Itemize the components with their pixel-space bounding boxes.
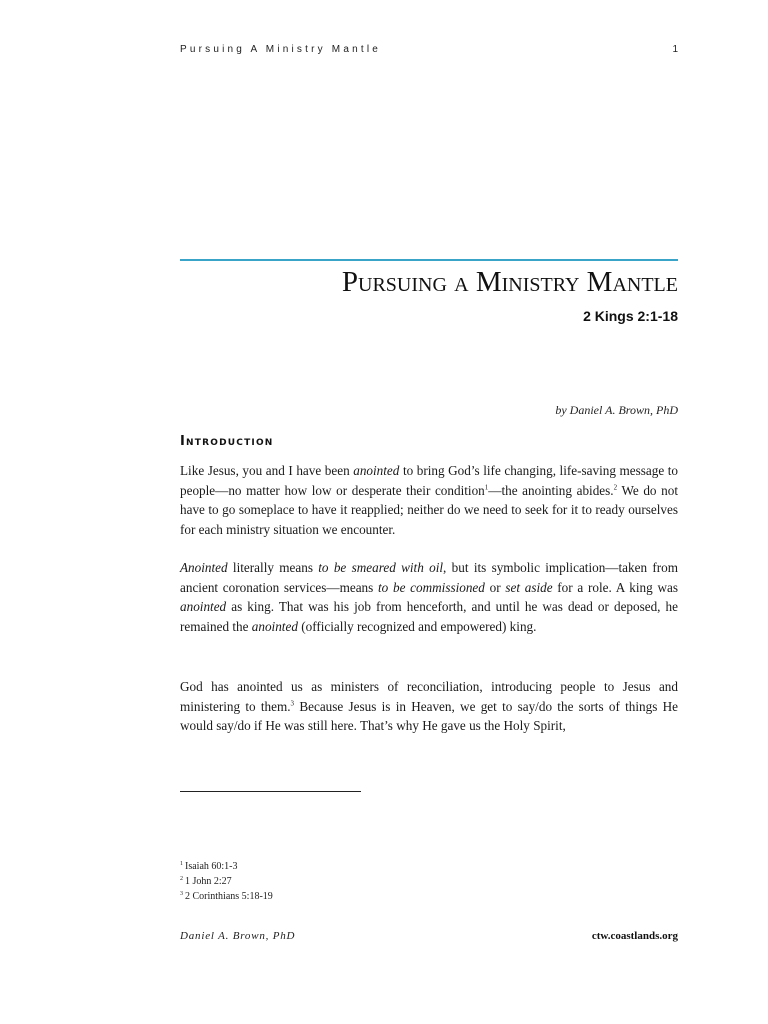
paragraph-1: [180, 461, 678, 539]
title-rule: [180, 259, 678, 261]
footnote-ref-1: 1: [484, 483, 489, 492]
footnotes: [180, 859, 273, 904]
footnote-item: [180, 874, 273, 889]
text-run: literally means: [227, 560, 319, 575]
footnote-number: 2: [180, 875, 183, 882]
text-run: or: [484, 579, 506, 595]
text-run: to bring God’s life changing, life-saving message to people—no matter how low or desperate their condition: [180, 463, 679, 498]
footnote-text: 2 Corinthians 5:18-19: [185, 891, 273, 902]
author-byline: by Daniel A. Brown, PhD: [555, 403, 678, 417]
paragraph-2: [180, 558, 678, 636]
text-run: (officially recognized and empowered) king.: [297, 618, 537, 634]
footnote-separator: [180, 791, 361, 792]
footnote-text: 1 John 2:27: [185, 876, 232, 887]
running-header: [180, 44, 678, 60]
document-subtitle: 2 Kings 2:1-18: [583, 308, 678, 324]
section-heading: Introduction: [180, 434, 274, 449]
footnote-ref-2: 2: [613, 483, 618, 492]
emphasis-set-aside: set aside: [505, 579, 553, 595]
text-run: as king. That was his job from henceforth, and until he was dead or deposed, he remained the: [180, 599, 678, 634]
text-run: Like Jesus, you and I have been: [180, 463, 354, 478]
emphasis-anointed: anointed: [180, 599, 227, 614]
emphasis-smeared-with-oil: to be smeared with oil: [318, 560, 444, 575]
page-number: 1: [672, 44, 678, 55]
text-run: God has anointed us as ministers of reconciliation, introducing people to Jesus and ministering to them.: [180, 679, 678, 714]
emphasis-anointed: Anointed: [180, 560, 228, 575]
footnote-item: [180, 889, 273, 904]
running-header-title: Pursuing A Ministry Mantle: [180, 44, 382, 55]
footnote-text: Isaiah 60:1-3: [185, 861, 238, 872]
footnote-number: 1: [180, 860, 183, 867]
paragraph-3: [180, 677, 678, 736]
emphasis-commissioned: to be commissioned: [378, 579, 485, 595]
text-run: —the anointing abides.: [488, 482, 614, 498]
footnote-ref-3: 3: [290, 699, 295, 708]
document-title: Pursuing a Ministry Mantle: [341, 266, 678, 298]
running-footer: [180, 930, 678, 946]
footnote-item: [180, 859, 273, 874]
footnote-number: 3: [180, 890, 183, 897]
text-run: , but its symbolic implication—taken from ancient coronation services—means: [180, 560, 679, 595]
emphasis-anointed: anointed: [353, 463, 400, 478]
text-run: for a role. A king was: [552, 579, 678, 595]
emphasis-anointed: anointed: [251, 618, 298, 634]
text-run: Because Jesus is in Heaven, we get to say/do the sorts of things He would say/do if He was still here. That’s why He gave us the Holy Spirit,: [180, 698, 679, 733]
footer-author: Daniel A. Brown, PhD: [180, 930, 296, 942]
text-run: We do not have to go someplace to have it reapplied; neither do we need to seek for it to ready ourselves for each ministry situation we encounter.: [180, 482, 678, 537]
footer-website: ctw.coastlands.org: [591, 930, 678, 942]
